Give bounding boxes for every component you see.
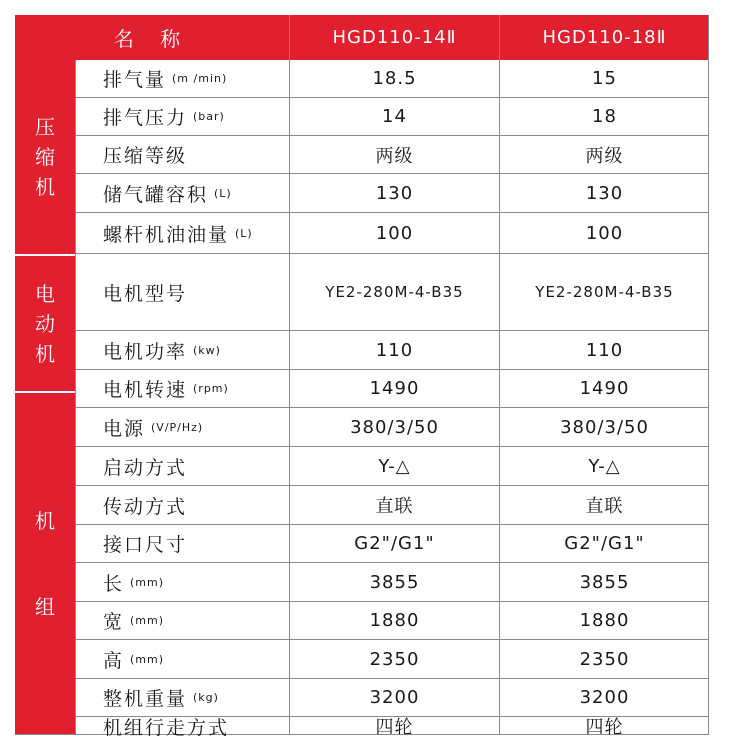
value-cell-model-2: 3855 [499, 563, 709, 602]
group-compressor-char: 机 [35, 175, 55, 199]
spec-table [15, 15, 709, 739]
header-model-1: HGD110-14Ⅱ [289, 15, 499, 60]
row-label-text: 压缩等级 [103, 145, 188, 167]
value-cell-model-1: 2350 [289, 640, 499, 679]
row-label-text: 高 [103, 649, 125, 672]
group-compressor-char: 缩 [35, 145, 55, 169]
header-model-2: HGD110-18Ⅱ [499, 15, 709, 60]
row-label [75, 136, 289, 174]
table-row [75, 174, 709, 213]
value-cell-model-2: 15 [499, 60, 709, 98]
row-unit: (m /min) [172, 72, 228, 85]
row-label [75, 640, 289, 679]
value-cell-model-2: 2350 [499, 640, 709, 679]
row-unit: (L) [235, 226, 253, 240]
value-cell-model-1: 四轮 [289, 717, 499, 735]
row-label [75, 486, 289, 525]
row-unit: (kg) [193, 691, 219, 704]
value-cell-model-2: 380/3/50 [499, 408, 709, 447]
value-cell-model-1: 100 [289, 213, 499, 254]
row-unit: (V/P/Hz) [151, 420, 204, 434]
table-row [75, 60, 709, 98]
value-cell-model-2: G2"/G1" [499, 525, 709, 563]
header-name-cell: 名 称 [15, 15, 289, 60]
row-label-text: 整机重量 [103, 688, 188, 710]
row-unit: (bar) [193, 110, 225, 123]
value-cell-model-2: YE2-280M-4-B35 [499, 254, 709, 331]
group-motor-char: 电 [35, 281, 55, 306]
value-cell-model-2: 130 [499, 174, 709, 213]
table-row [75, 640, 709, 679]
table-row [75, 679, 709, 717]
row-label-text: 宽 [103, 611, 125, 633]
row-label-text: 排气量 [103, 69, 167, 91]
row-label [75, 716, 289, 739]
row-label [75, 447, 289, 486]
group-compressor [15, 60, 75, 254]
table-row [75, 370, 709, 408]
value-cell-model-2: 100 [499, 213, 709, 254]
row-label [75, 213, 289, 254]
value-cell-model-2: 1880 [499, 602, 709, 640]
table-row [75, 254, 709, 331]
table-row [75, 447, 709, 486]
value-cell-model-2: 1490 [499, 370, 709, 408]
value-cell-model-1: 1880 [289, 602, 499, 640]
table-row [75, 408, 709, 447]
table-row [75, 716, 709, 739]
value-cell-model-1: 1490 [289, 370, 499, 408]
value-cell-model-1: 3200 [289, 679, 499, 717]
row-unit: (L) [214, 186, 232, 200]
row-unit: (mm) [130, 614, 165, 627]
row-label [75, 60, 289, 98]
row-label [75, 679, 289, 717]
value-cell-model-2: 直联 [499, 486, 709, 525]
table-row [75, 563, 709, 602]
group-motor-char: 动 [35, 311, 55, 336]
row-label-text: 螺杆机油油量 [103, 223, 230, 246]
table-row [75, 98, 709, 136]
group-unit-char: 机 [35, 509, 55, 533]
group-unit [15, 392, 75, 735]
value-cell-model-1: 两级 [289, 136, 499, 174]
row-unit: (rpm) [193, 382, 229, 395]
group-unit-char: 组 [35, 595, 55, 619]
table-row [75, 213, 709, 254]
row-label-text: 电机转速 [103, 379, 188, 401]
row-label-text: 电机型号 [103, 282, 188, 305]
value-cell-model-2: 两级 [499, 136, 709, 174]
value-cell-model-1: YE2-280M-4-B35 [289, 254, 499, 331]
row-unit: (kw) [193, 343, 221, 357]
table-header-row [15, 15, 709, 60]
row-label-text: 排气压力 [103, 107, 188, 129]
table-row [75, 525, 709, 563]
row-unit: (mm) [130, 575, 165, 589]
row-label-text: 储气罐容积 [103, 183, 209, 206]
table-row [75, 602, 709, 640]
value-cell-model-2: 四轮 [499, 717, 709, 735]
value-cell-model-2: Y-△ [499, 447, 709, 486]
value-cell-model-1: 14 [289, 98, 499, 136]
row-label [75, 408, 289, 447]
group-motor-char: 机 [35, 341, 55, 366]
row-label [75, 525, 289, 563]
value-cell-model-1: 110 [289, 331, 499, 370]
value-cell-model-1: 直联 [289, 486, 499, 525]
table-row [75, 331, 709, 370]
row-label [75, 254, 289, 331]
value-cell-model-1: 380/3/50 [289, 408, 499, 447]
row-label [75, 98, 289, 136]
value-cell-model-2: 18 [499, 98, 709, 136]
row-label-text: 传动方式 [103, 495, 188, 518]
value-cell-model-1: G2"/G1" [289, 525, 499, 563]
value-cell-model-1: 18.5 [289, 60, 499, 98]
row-label-text: 电源 [103, 417, 146, 440]
table-row [75, 136, 709, 174]
row-label [75, 174, 289, 213]
row-unit: (mm) [130, 652, 165, 666]
table-row [75, 486, 709, 525]
row-label [75, 331, 289, 370]
row-label [75, 602, 289, 640]
row-label-text: 机组行走方式 [103, 716, 230, 739]
group-motor [15, 255, 75, 391]
row-label-text: 接口尺寸 [103, 534, 188, 556]
value-cell-model-1: Y-△ [289, 447, 499, 486]
row-label-text: 电机功率 [103, 340, 188, 363]
row-label [75, 563, 289, 602]
value-cell-model-2: 3200 [499, 679, 709, 717]
group-compressor-char: 压 [35, 115, 55, 139]
value-cell-model-1: 130 [289, 174, 499, 213]
value-cell-model-2: 110 [499, 331, 709, 370]
row-label [75, 370, 289, 408]
row-label-text: 长 [103, 572, 125, 595]
value-cell-model-1: 3855 [289, 563, 499, 602]
row-label-text: 启动方式 [103, 456, 188, 479]
